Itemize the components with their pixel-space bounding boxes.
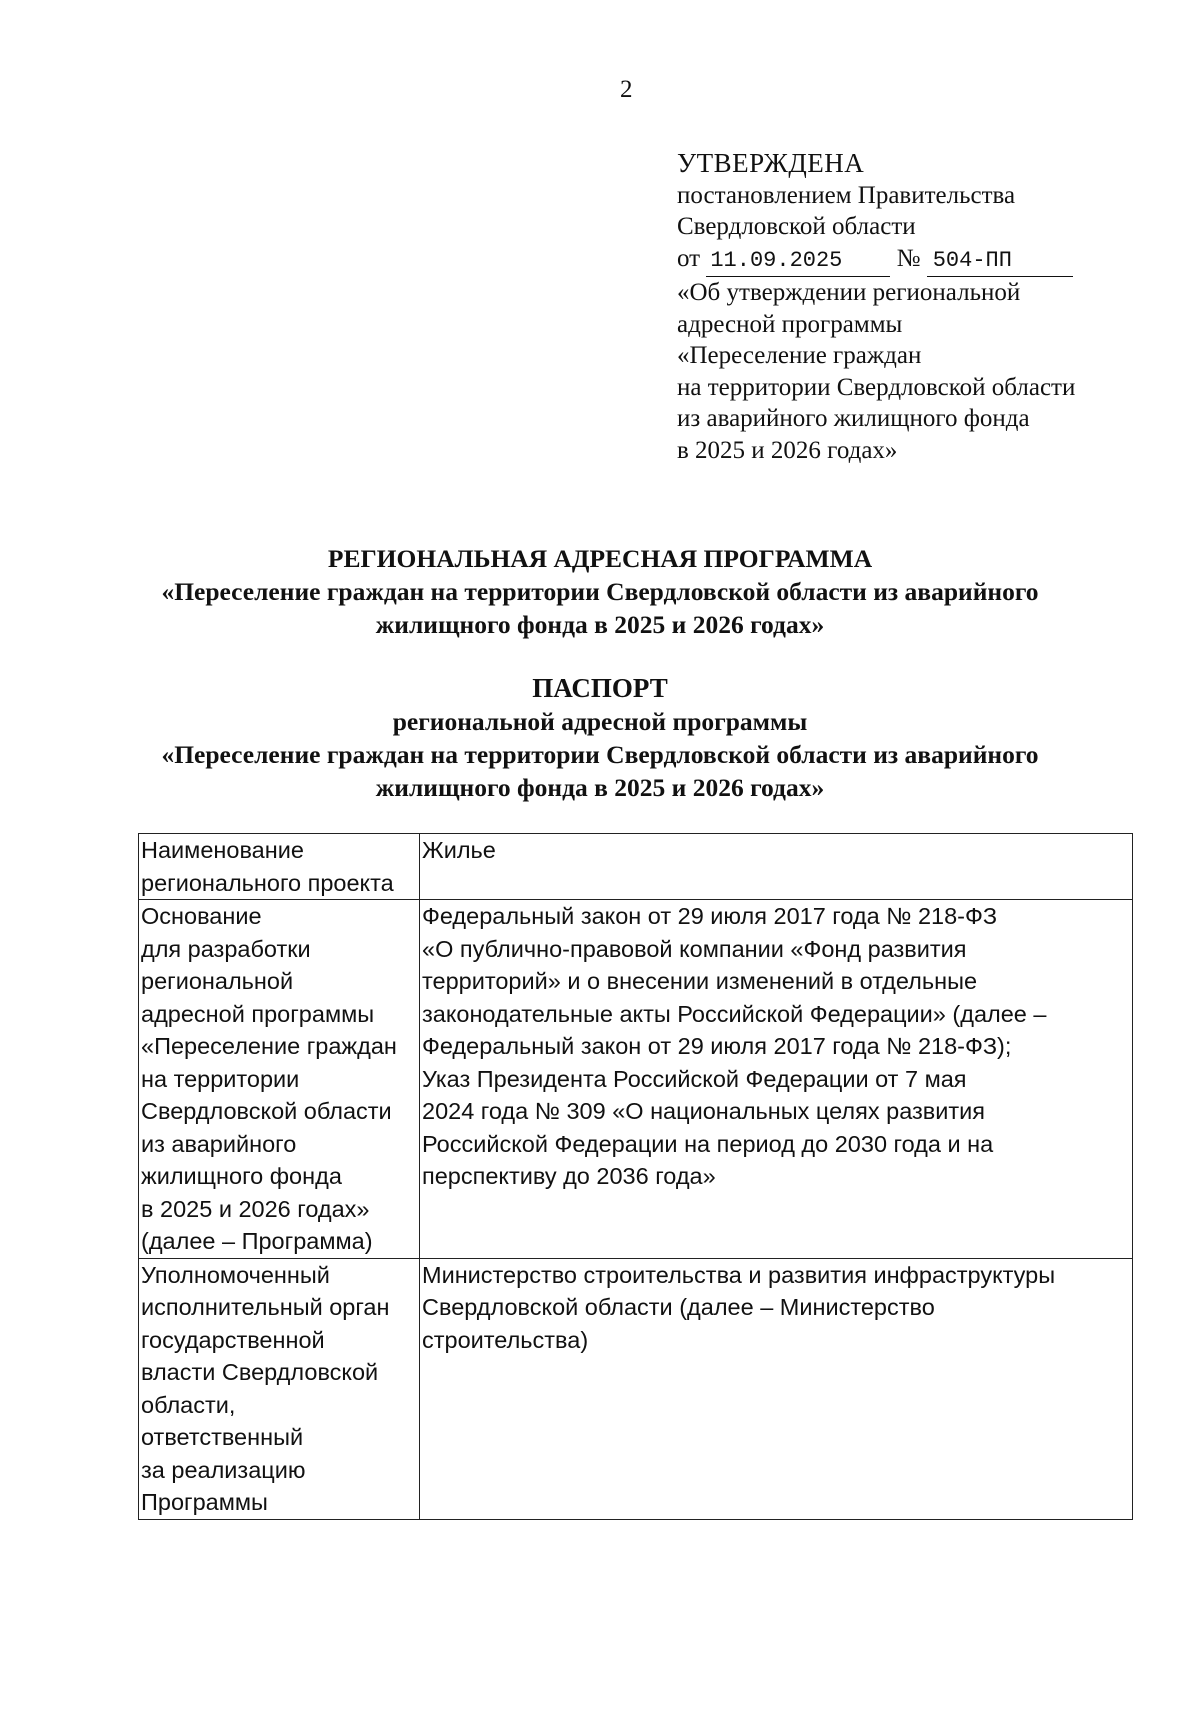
approval-date-line (677, 243, 1075, 278)
cell-line: территорий» и о внесении изменений в отдельные (422, 968, 978, 994)
cell-line: Федеральный закон от 29 июля 2017 года № 218-ФЗ (422, 903, 998, 929)
cell-line: области, (141, 1391, 236, 1418)
cell-line: строительства) (422, 1326, 589, 1353)
passport-title-line: региональной адресной программы (392, 707, 808, 736)
decree-number: 504-ПП (927, 245, 1073, 278)
cell-line: законодательные акты Российской Федерации» (далее – (422, 1000, 1047, 1027)
page-number: 2 (620, 76, 633, 103)
program-title-heading: РЕГИОНАЛЬНАЯ АДРЕСНАЯ ПРОГРАММА (327, 544, 873, 573)
cell-line: Федеральный закон от 29 июля 2017 года № 218-ФЗ); (422, 1033, 1012, 1059)
program-title (0, 542, 1200, 641)
cell-line: Наименование (141, 837, 304, 863)
cell-line: региональной (141, 968, 294, 994)
cell-line: Указ Президента Российской Федерации от 7 мая (422, 1065, 967, 1092)
cell-line: государственной (141, 1326, 325, 1353)
cell-line: за реализацию (141, 1456, 306, 1483)
cell-line: из аварийного (141, 1130, 297, 1157)
table-row (139, 900, 1133, 1259)
cell-line: для разработки (141, 935, 311, 962)
cell-line: власти Свердловской (141, 1359, 379, 1385)
cell-line: жилищного фонда (141, 1163, 342, 1189)
approval-subject-line: адресной программы (677, 310, 903, 338)
from-label: от (677, 244, 701, 272)
cell-line: Жилье (422, 837, 496, 863)
cell-line: Свердловской области (141, 1098, 392, 1124)
cell-line: на территории (141, 1065, 300, 1092)
cell-line: исполнительный орган (141, 1294, 390, 1320)
row-value (420, 1258, 1133, 1519)
approval-subject-line: в 2025 и 2026 годах» (677, 436, 898, 464)
approval-subject-line: «Об утверждении региональной (677, 279, 1021, 306)
table-row (139, 834, 1133, 900)
cell-line: «Переселение граждан (141, 1033, 397, 1059)
number-label: № (896, 244, 921, 272)
cell-line: Основание (141, 903, 262, 929)
row-label (139, 834, 420, 900)
row-value (420, 834, 1133, 900)
cell-line: 2024 года № 309 «О национальных целях развития (422, 1098, 986, 1124)
program-title-line: жилищного фонда в 2025 и 2026 годах» (375, 610, 825, 639)
approval-subject-line: «Переселение граждан (677, 342, 922, 369)
passport-title (0, 672, 1200, 804)
passport-title-line: «Переселение граждан на территории Свердловской области из аварийного (161, 740, 1039, 769)
approval-heading: УТВЕРЖДЕНА (677, 148, 865, 178)
approval-stamp (677, 148, 1075, 466)
approval-subject-line: из аварийного жилищного фонда (677, 405, 1030, 432)
approval-line: Свердловской области (677, 213, 916, 240)
cell-line: «О публично-правовой компании «Фонд развития (422, 935, 967, 962)
cell-line: Министерство строительства и развития инфраструктуры (422, 1261, 1056, 1288)
cell-line: регионального проекта (141, 869, 394, 896)
cell-line: ответственный (141, 1424, 304, 1450)
approval-line: постановлением Правительства (677, 181, 1016, 209)
cell-line: адресной программы (141, 1000, 375, 1027)
passport-title-line: жилищного фонда в 2025 и 2026 годах» (375, 773, 825, 802)
table-row (139, 1258, 1133, 1519)
approval-subject-line: на территории Свердловской области (677, 373, 1076, 401)
passport-table (138, 833, 1133, 1520)
row-label (139, 1258, 420, 1519)
cell-line: Программы (141, 1489, 268, 1515)
cell-line: перспективу до 2036 года» (422, 1163, 716, 1189)
program-title-line: «Переселение граждан на территории Свердловской области из аварийного (161, 577, 1039, 606)
cell-line: Свердловской области (далее – Министерство (422, 1294, 935, 1320)
decree-date: 11.09.2025 (706, 245, 890, 278)
cell-line: Уполномоченный (141, 1261, 330, 1288)
row-label (139, 900, 420, 1259)
cell-line: в 2025 и 2026 годах» (141, 1195, 370, 1222)
cell-line: Российской Федерации на период до 2030 года и на (422, 1130, 994, 1157)
cell-line: (далее – Программа) (141, 1228, 373, 1254)
passport-heading: ПАСПОРТ (532, 673, 668, 703)
row-value (420, 900, 1133, 1259)
